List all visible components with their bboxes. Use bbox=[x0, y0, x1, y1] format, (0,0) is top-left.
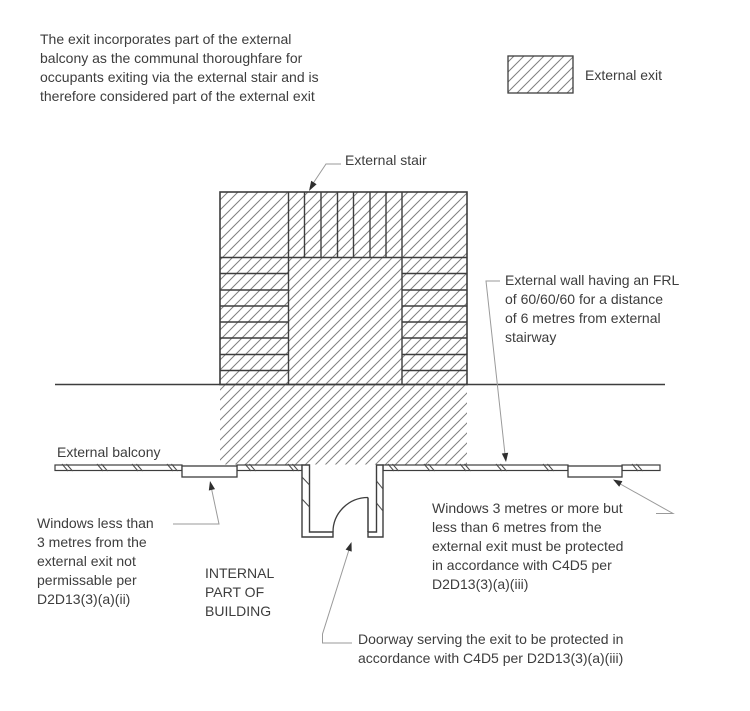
label-line: of 6 metres from external bbox=[505, 310, 661, 326]
label-external-balcony: External balcony bbox=[57, 444, 161, 460]
arrowhead-windows-left bbox=[209, 481, 215, 491]
label-line: Windows less than bbox=[37, 515, 154, 531]
label-line: PART OF bbox=[205, 584, 265, 600]
window-left bbox=[182, 466, 237, 477]
door-recess-wall-right bbox=[368, 465, 383, 537]
door-swing-arc bbox=[333, 498, 368, 533]
label-line: D2D13(3)(a)(ii) bbox=[37, 591, 131, 607]
label-line: of 60/60/60 for a distance bbox=[505, 291, 663, 307]
legend-swatch-external-exit bbox=[508, 56, 573, 93]
intro-line: occupants exiting via the external stair and is bbox=[40, 69, 319, 85]
label-line: external exit not bbox=[37, 553, 136, 569]
label-external-wall bbox=[505, 271, 679, 347]
label-line: Windows 3 metres or more but bbox=[432, 500, 623, 516]
label-line: Doorway serving the exit to be protected in bbox=[358, 631, 624, 647]
label-line: accordance with C4D5 per D2D13(3)(a)(iii) bbox=[358, 650, 624, 666]
label-line: permissable per bbox=[37, 572, 137, 588]
label-line: D2D13(3)(a)(iii) bbox=[432, 576, 529, 592]
leader-external-wall bbox=[486, 281, 506, 459]
label-doorway bbox=[358, 630, 623, 668]
label-internal-part bbox=[205, 564, 274, 621]
leader-doorway bbox=[323, 545, 353, 643]
arrowhead-external-wall bbox=[502, 453, 508, 462]
label-line: External wall having an FRL bbox=[505, 272, 680, 288]
intro-line: balcony as the communal thoroughfare for bbox=[40, 50, 303, 66]
label-windows-right bbox=[432, 499, 623, 594]
leader-windows-right bbox=[615, 481, 673, 514]
intro-line: The exit incorporates part of the external bbox=[40, 31, 292, 47]
external-exit-hatch-area bbox=[220, 385, 467, 464]
recess-wall-ticks bbox=[302, 477, 383, 511]
label-external-stair: External stair bbox=[345, 152, 427, 168]
window-right bbox=[568, 466, 622, 477]
leader-windows-left bbox=[173, 484, 219, 524]
label-line: 3 metres from the bbox=[37, 534, 147, 550]
label-line: INTERNAL bbox=[205, 565, 275, 581]
label-line: BUILDING bbox=[205, 603, 272, 619]
label-line: less than 6 metres from the bbox=[432, 519, 602, 535]
door-recess-wall-left bbox=[302, 465, 333, 537]
arrowhead-windows-right bbox=[613, 480, 622, 487]
door-recess bbox=[302, 465, 383, 537]
label-windows-left bbox=[37, 514, 154, 609]
arrowhead-external-stair bbox=[309, 181, 317, 191]
intro-line: therefore considered part of the external exit bbox=[40, 88, 315, 104]
label-line: stairway bbox=[505, 329, 557, 345]
label-line: in accordance with C4D5 per bbox=[432, 557, 612, 573]
legend-label: External exit bbox=[585, 67, 663, 83]
arrowhead-doorway bbox=[346, 542, 352, 552]
label-line: external exit must be protected bbox=[432, 538, 624, 554]
intro-paragraph bbox=[40, 30, 319, 106]
external-stair-plan bbox=[220, 192, 467, 385]
